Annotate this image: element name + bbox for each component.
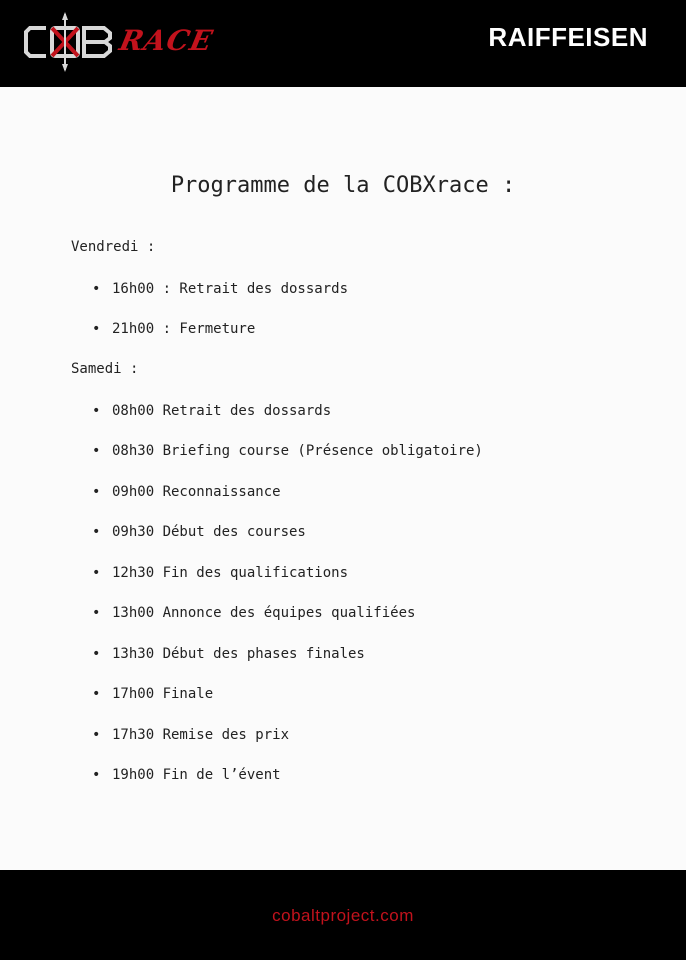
list-item-text: 09h00 Reconnaissance	[112, 484, 281, 500]
list-item-text: 09h30 Début des courses	[112, 524, 306, 540]
list-item: • 17h00 Finale	[92, 686, 214, 702]
list-item: • 08h30 Briefing course (Présence obligatoire)	[92, 443, 483, 459]
list-item: • 12h30 Fin des qualifications	[92, 565, 349, 581]
list-item: • 13h00 Annonce des équipes qualifiées	[92, 605, 416, 621]
list-item-text: 19h00 Fin de l’évent	[112, 767, 281, 783]
list-item: • 13h30 Début des phases finales	[92, 646, 365, 662]
page-title: Programme de la COBXrace :	[170, 173, 516, 198]
list-item: • 16h00 : Retrait des dossards	[92, 281, 349, 297]
list-item-text: 16h00 : Retrait des dossards	[112, 281, 349, 297]
day-heading-friday: Vendredi :	[71, 239, 156, 255]
cob-logo-icon	[24, 12, 116, 72]
list-item-text: 21h00 : Fermeture	[112, 321, 256, 337]
program-content	[0, 87, 686, 870]
list-item-text: 13h00 Annonce des équipes qualifiées	[112, 605, 416, 621]
header-bar	[0, 0, 686, 87]
footer-bar	[0, 870, 686, 960]
list-item: • 17h30 Remise des prix	[92, 727, 290, 743]
list-item: • 19h00 Fin de l’évent	[92, 767, 281, 783]
list-item-text: 08h30 Briefing course (Présence obligatoire)	[112, 443, 483, 459]
list-item: • 09h00 Reconnaissance	[92, 484, 281, 500]
list-item-text: 12h30 Fin des qualifications	[112, 565, 349, 581]
cob-race-logo	[24, 12, 217, 72]
list-item: • 08h00 Retrait des dossards	[92, 403, 332, 419]
list-item: • 09h30 Début des courses	[92, 524, 306, 540]
logo-race-text: RACE	[116, 24, 217, 57]
website-link[interactable]: cobaltproject.com	[272, 906, 414, 925]
list-item: • 21h00 : Fermeture	[92, 321, 256, 337]
sponsor-logo: RAIFFEISEN	[488, 22, 648, 52]
list-item-text: 08h00 Retrait des dossards	[112, 403, 332, 419]
list-item-text: 13h30 Début des phases finales	[112, 646, 365, 662]
list-item-text: 17h30 Remise des prix	[112, 727, 290, 743]
day-heading-saturday: Samedi :	[71, 361, 139, 377]
list-item-text: 17h00 Finale	[112, 686, 214, 702]
